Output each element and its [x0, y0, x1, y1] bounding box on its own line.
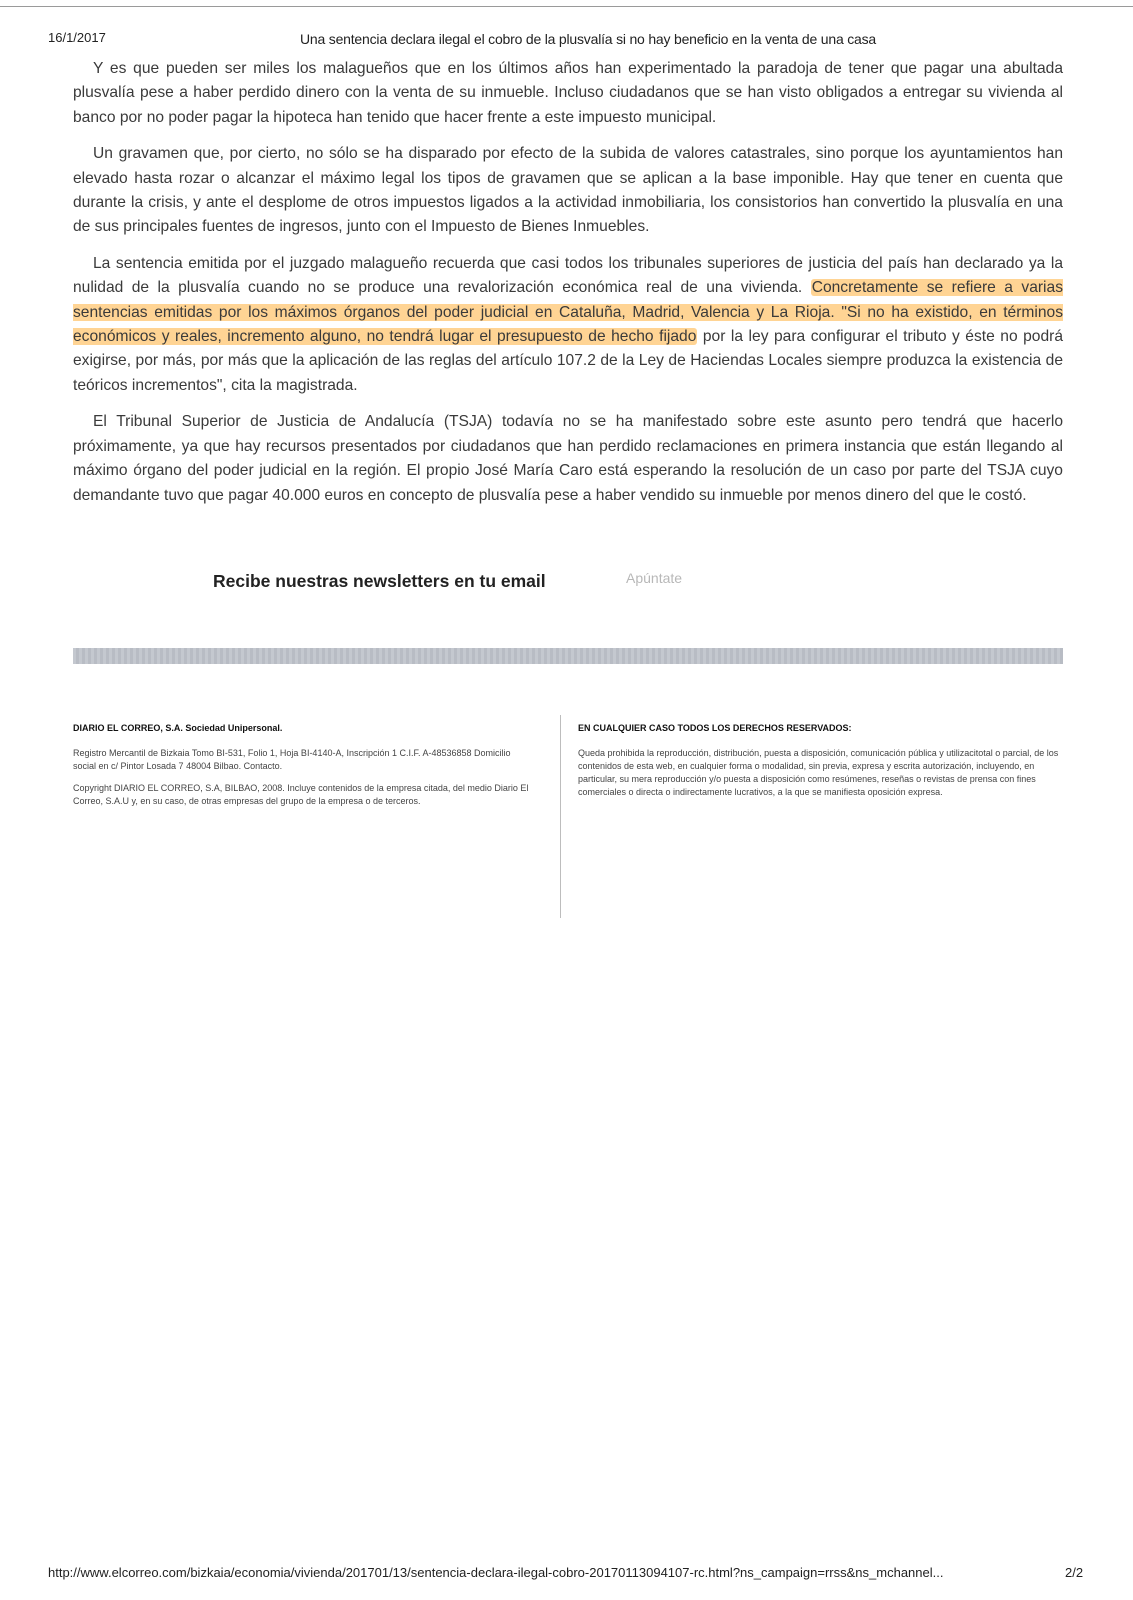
article-paragraph: Un gravamen que, por cierto, no sólo se ha disparado por efecto de la subida de valores catastrales, sino porque los ayuntamientos han elevado hasta rozar o alcanzar el máximo legal los tipos de gravamen que se aplican a la base imponible. Hay que tener en cuenta que durante la crisis, y ante el desplome de otros impuestos ligados a la actividad inmobiliaria, los consistorios han convertido la plusvalía en una de sus principales fuentes de ingresos, junto con el Impuesto de Bienes Inmuebles.	[73, 145, 1063, 236]
article-paragraph: El Tribunal Superior de Justicia de Andalucía (TSJA) todavía no se ha manifestado sobre este asunto pero tendrá que hacerlo próximamente, ya que hay recursos presentados por ciudadanos que han perdido reclamaciones en primera instancia que están llegando al máximo órgano del poder judicial en la región. El propio José María Caro está esperando la resolución de un caso por parte del TSJA cuyo demandante tuvo que pagar 40.000 euros en concepto de plusvalía pese a haber vendido su inmueble por menos dinero del que le costó.	[73, 413, 1063, 504]
footer-divider	[560, 715, 561, 918]
print-header-title: Una sentencia declara ilegal el cobro de la plusvalía si no hay beneficio en la venta de una casa	[300, 31, 876, 47]
print-date: 16/1/2017	[48, 30, 106, 45]
top-rule	[0, 6, 1133, 7]
footer-legal-left	[73, 722, 533, 817]
footer-rights-heading: EN CUALQUIER CASO TODOS LOS DERECHOS RESERVADOS:	[578, 723, 852, 733]
footer-registry: Registro Mercantil de Bizkaia Tomo BI-531, Folio 1, Hoja BI-4140-A, Inscripción 1 C.I.F. A-48536858 Domicilio social en c/ Pintor Losada 7 48004 Bilbao. Contacto.	[73, 748, 511, 771]
article-body	[73, 57, 1063, 520]
highlighted-quote: Concretamente se refiere a varias sentencias emitidas por los máximos órganos del poder judicial en Cataluña, Madrid, Valencia y La Rioja. "Si no ha existido, en términos económicos y reales, incremento alguno, no tendrá lugar el presupuesto de hecho fijado	[73, 279, 1063, 346]
print-url: http://www.elcorreo.com/bizkaia/economia/vivienda/201701/13/sentencia-declara-ilegal-cobro-20170113094107-rc.html?ns_campaign=rrss&ns_mchannel...	[48, 1565, 944, 1580]
footer-rights-text: Queda prohibida la reproducción, distribución, puesta a disposición, comunicación pública y utilizacitotal o parcial, de los contenidos de esta web, en cualquier forma o modalidad, sin previa, expresa y escrita autorización, incluyendo, en particular, su mera reproducción y/o puesta a disposición como resúmenes, reseñas o revistas de prensa con fines comerciales o directa o indirectamente lucrativos, a la que se manifiesta oposición expresa.	[578, 748, 1059, 797]
print-page-number: 2/2	[1065, 1565, 1084, 1580]
paragraph-text: La sentencia emitida por el juzgado malagueño recuerda que casi todos los tribunales superiores de justicia del país han declarado ya la nulidad de la plusvalía cuando no se produce una revalorización económica real de una vivienda.	[73, 254, 1063, 297]
subscribe-button[interactable]: Apúntate	[626, 570, 683, 586]
newsletter-title: Recibe nuestras newsletters en tu email	[213, 571, 546, 591]
article-paragraph	[73, 252, 1063, 398]
paragraph-text: por la ley para configurar el tributo y éste no podrá exigirse, por más, por más que la aplicación de las reglas del artículo 107.2 de la Ley de Haciendas Locales siempre produzca la existencia de teóricos incrementos", cita la magistrada.	[73, 328, 1064, 394]
ad-banner-strip	[73, 648, 1063, 664]
footer-copyright: Copyright DIARIO EL CORREO, S.A, BILBAO, 2008. Incluye contenidos de la empresa citada, del medio Diario El Correo, S.A.U y, en su caso, de otras empresas del grupo de la empresa o de terceros.	[73, 783, 529, 806]
footer-company-name: DIARIO EL CORREO, S.A. Sociedad Unipersonal.	[73, 723, 283, 733]
article-paragraph: Y es que pueden ser miles los malagueños que en los últimos años han experimentado la paradoja de tener que pagar una abultada plusvalía pese a haber perdido dinero con la venta de su inmueble. Incluso ciudadanos que se han visto obligados a entregar su vivienda al banco por no poder pagar la hipoteca han tenido que hacer frente a este impuesto municipal.	[73, 60, 1063, 126]
footer-legal-right	[578, 722, 1062, 808]
